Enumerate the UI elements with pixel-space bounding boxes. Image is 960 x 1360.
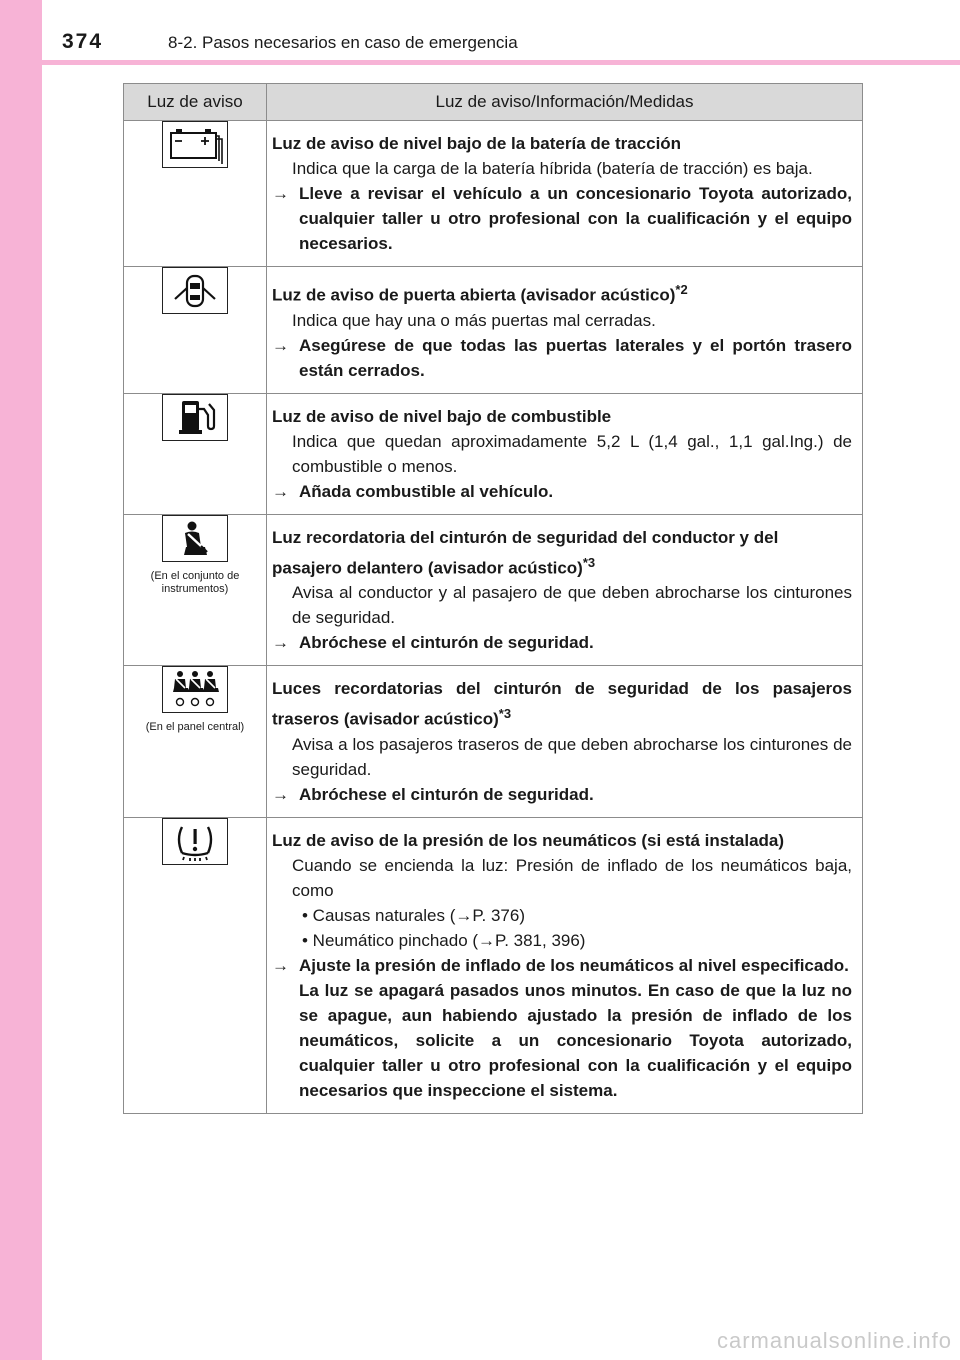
warning-title [272,277,852,308]
list-item: • Neumático pinchado (→P. 381, 396) [302,930,586,950]
info-cell [267,267,863,394]
table-row [124,817,863,1113]
info-cell [267,393,863,514]
footnote-mark: *3 [498,706,512,722]
side-color-strip [0,0,42,1360]
action-text: Añada combustible al vehículo. [299,481,554,501]
warning-action: → Abróchese el cinturón de seguridad. [272,784,594,804]
rear-seatbelts-icon [162,666,228,713]
warning-action: → Añada combustible al vehículo. [272,481,554,501]
icon-cell [124,121,267,267]
icon-caption: (En el panel central) [145,721,245,734]
warning-title: Luz de aviso de la presión de los neumáticos (si está instalada) [272,830,785,850]
info-cell [267,514,863,666]
warning-description: Indica que la carga de la batería híbrida (batería de tracción) es baja. [292,159,813,178]
warning-action: → Abróchese el cinturón de seguridad. [272,633,594,653]
header-rule [42,60,960,65]
warning-lights-table [123,83,863,1114]
table-header-row [124,84,863,121]
icon-cell [124,666,267,818]
table-row [124,666,863,818]
info-cell [267,121,863,267]
warning-description: Indica que quedan aproximadamente 5,2 L (1,4 gal., 1,1 gal.Ing.) de combustible o menos. [292,431,852,476]
action-text: Ajuste la presión de inflado de los neumáticos al nivel especificado. [299,955,849,975]
icon-caption: (En el conjunto de instrumentos) [150,569,240,595]
fuel-pump-icon [162,394,228,441]
icon-cell [124,817,267,1113]
warning-description: Indica que hay una o más puertas mal cerradas. [292,310,656,330]
seatbelt-icon [162,515,228,562]
warning-title: Luz de aviso de nivel bajo de la batería de tracción [272,134,682,153]
title-text: Luz recordatoria del cinturón de seguridad del conductor y del pasajero delantero (avisador acústico) [272,527,779,578]
action-text: Asegúrese de que todas las puertas laterales y el portón trasero están cerrados. [299,335,852,380]
table-row [124,267,863,394]
warning-title: Luz de aviso de nivel bajo de combustible [272,406,612,426]
column-header-light: Luz de aviso [124,84,267,121]
title-text: Luz de aviso de puerta abierta (avisador acústico) [272,285,676,305]
info-cell [267,817,863,1113]
icon-cell [124,267,267,394]
warning-description: Avisa al conductor y al pasajero de que deben abrocharse los cinturones de seguridad. [292,583,852,628]
tire-pressure-icon [162,818,228,865]
action-text: Abróchese el cinturón de seguridad. [299,633,594,653]
warning-title [272,676,852,732]
warning-description: Cuando se encienda la luz: Presión de inflado de los neumáticos baja, como [292,855,852,900]
warning-description: Avisa a los pasajeros traseros de que deben abrocharse los cinturones de seguridad. [292,734,852,779]
table-row [124,393,863,514]
icon-cell [124,514,267,666]
warning-action: → Ajuste la presión de inflado de los neumáticos al nivel especificado. [272,955,849,975]
warning-action: → Lleve a revisar el vehículo a un concesionario Toyota autorizado, cualquier taller u otro profesional con la cualificación y el equipo necesarios. [272,184,852,253]
action-text: Lleve a revisar el vehículo a un concesionario Toyota autorizado, cualquier taller u otro profesional con la cualificación y el equipo necesarios. [299,184,852,253]
table-row [124,121,863,267]
column-header-info: Luz de aviso/Información/Medidas [267,84,863,121]
page-number: 374 [62,30,104,53]
icon-cell [124,393,267,514]
list-item: • Causas naturales (→P. 376) [302,905,525,925]
info-cell [267,666,863,818]
open-door-icon [162,267,228,314]
table-row [124,514,863,666]
warning-title [272,525,852,581]
warning-action: → Asegúrese de que todas las puertas laterales y el portón trasero están cerrados. [272,335,852,380]
traction-battery-icon [162,121,228,168]
title-text: Luces recordatorias del cinturón de seguridad de los pasajeros traseros (avisador acústico) [272,679,852,729]
footnote-mark: *3 [582,554,596,570]
warning-action-extra: La luz se apagará pasados unos minutos. En caso de que la luz no se apague, aun habiendo ajustado la presión de inflado de los neumáticos, solicite a un concesionario Toyota autorizado, cualquier taller u otro profesional con la cualificación y el equipo necesarios que inspeccione el sistema. [299,980,852,1100]
footnote-mark: *2 [675,282,688,297]
section-title: 8-2. Pasos necesarios en caso de emergencia [168,33,518,52]
watermark: carmanualsonline.info [716,1328,952,1353]
action-text: Abróchese el cinturón de seguridad. [299,784,594,804]
